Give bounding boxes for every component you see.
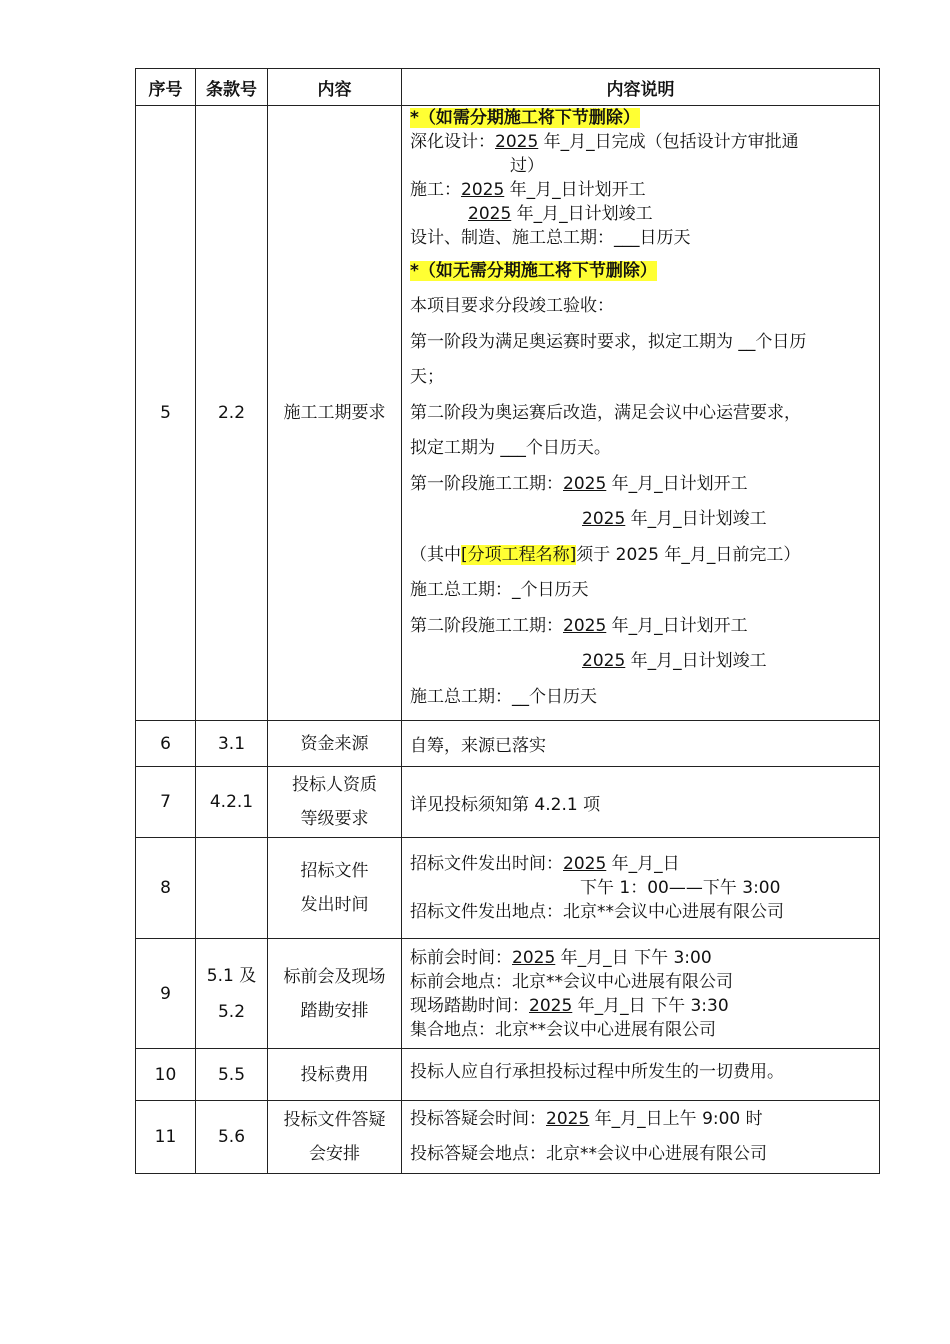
highlight-note: *（如需分期施工将下节删除）: [410, 108, 640, 128]
text-line: 施工总工期：__个日历天: [410, 686, 597, 707]
table-row: [136, 1049, 880, 1101]
text-line: 2025 年_月_日计划竣工: [582, 651, 767, 671]
text-line: 深化设计：2025 年_月_日完成（包括设计方审批通: [410, 132, 799, 152]
text-line: 天；: [410, 367, 444, 387]
row-seq: 6: [136, 721, 196, 767]
table-row: [136, 106, 880, 721]
row-description: [402, 939, 880, 1049]
row-content: 投标文件答疑 会安排: [268, 1101, 402, 1174]
project-name-placeholder: [分项工程名称]: [461, 544, 577, 565]
text-line: 第二阶段施工工期：2025 年_月_日计划开工: [410, 615, 748, 636]
text-line: 投标答疑会时间：2025 年_月_日上午 9:00 时: [410, 1108, 763, 1129]
table-row: [136, 721, 880, 767]
row-description: [402, 1101, 880, 1174]
row-content: 资金来源: [268, 721, 402, 767]
text-line: 本项目要求分段竣工验收：: [410, 296, 614, 316]
row-clause: 3.1: [196, 721, 268, 767]
text-line: 2025 年_月_日计划竣工: [582, 509, 767, 529]
clause-table: [135, 68, 880, 1174]
text-line: 招标文件发出地点：北京**会议中心进展有限公司: [410, 902, 784, 922]
text-line: 标前会地点：北京**会议中心进展有限公司: [410, 971, 733, 992]
row-description: [402, 106, 880, 721]
row-seq: 5: [136, 106, 196, 721]
header-seq: 序号: [136, 69, 196, 106]
row-description: 详见投标须知第 4.2.1 项: [402, 767, 880, 838]
text-line: 设计、制造、施工总工期：___日历天: [410, 228, 691, 248]
table-row: [136, 767, 880, 838]
text-line: 过）: [510, 156, 544, 176]
text-line: 投标答疑会地点：北京**会议中心进展有限公司: [410, 1144, 767, 1164]
text-line: 施工：2025 年_月_日计划开工: [410, 180, 646, 200]
row-description: 自筹，来源已落实: [402, 721, 880, 767]
phased-section: [410, 106, 871, 250]
row-seq: 9: [136, 939, 196, 1049]
row-description: 投标人应自行承担投标过程中所发生的一切费用。: [402, 1049, 880, 1101]
row-clause: 2.2: [196, 106, 268, 721]
row-seq: 8: [136, 838, 196, 939]
row-description: [402, 838, 880, 939]
text-line: 2025 年_月_日计划竣工: [468, 204, 653, 224]
text-line: 现场踏勘时间：2025 年_月_日 下午 3:30: [410, 995, 729, 1016]
table-header-row: [136, 69, 880, 106]
row-clause: 5.6: [196, 1101, 268, 1174]
row-clause: [196, 838, 268, 939]
header-description: 内容说明: [402, 69, 880, 106]
table-row: [136, 1101, 880, 1174]
text-line: （其中[分项工程名称]须于 2025 年_月_日前完工）: [410, 544, 801, 565]
table-row: [136, 838, 880, 939]
text-line: 拟定工期为 ___个日历天。: [410, 438, 611, 458]
row-content: 招标文件 发出时间: [268, 838, 402, 939]
row-clause: 4.2.1: [196, 767, 268, 838]
text-line: 标前会时间：2025 年_月_日 下午 3:00: [410, 947, 712, 968]
row-content: 标前会及现场 踏勘安排: [268, 939, 402, 1049]
row-content: 施工工期要求: [268, 106, 402, 721]
text-line: 第二阶段为奥运赛后改造，满足会议中心运营要求，: [410, 402, 801, 423]
staged-section: [410, 259, 871, 715]
text-line: 第一阶段施工工期：2025 年_月_日计划开工: [410, 473, 748, 494]
row-seq: 10: [136, 1049, 196, 1101]
table-row: [136, 939, 880, 1049]
row-content: 投标人资质 等级要求: [268, 767, 402, 838]
text-line: 集合地点：北京**会议中心进展有限公司: [410, 1019, 716, 1040]
text-line: 招标文件发出时间：2025 年_月_日: [410, 854, 680, 874]
text-line: 下午 1：00——下午 3:00: [580, 878, 781, 898]
row-seq: 11: [136, 1101, 196, 1174]
row-seq: 7: [136, 767, 196, 838]
row-clause: 5.1 及 5.2: [196, 939, 268, 1049]
header-content: 内容: [268, 69, 402, 106]
highlight-note: *（如无需分期施工将下节删除）: [410, 261, 657, 281]
text-line: 施工总工期：_个日历天: [410, 580, 589, 600]
row-content: 投标费用: [268, 1049, 402, 1101]
header-clause: 条款号: [196, 69, 268, 106]
text-line: 第一阶段为满足奥运赛时要求，拟定工期为 __个日历: [410, 331, 807, 352]
row-clause: 5.5: [196, 1049, 268, 1101]
